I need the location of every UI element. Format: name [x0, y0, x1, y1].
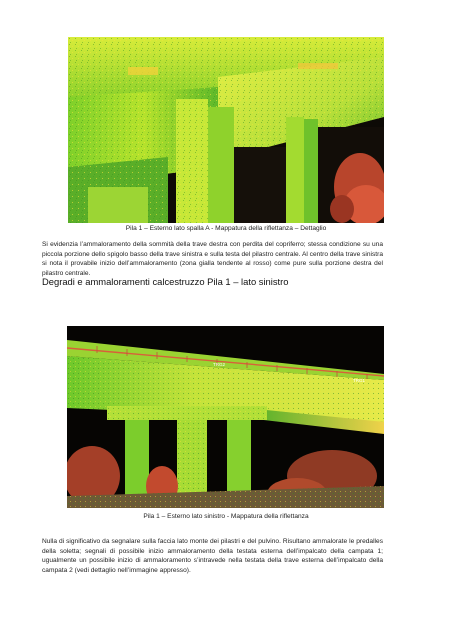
- reflectance-map-detail-image: [68, 37, 384, 223]
- trg1-label: TRG1: [353, 378, 366, 383]
- section-heading: Degradi e ammaloramenti calcestruzzo Pila 1 – lato sinistro: [42, 276, 289, 287]
- paragraph-1: Si evidenzia l’ammaloramento della sommità della trave destra con perdita del copriferro; stessa condizione su una piccola porzione dello spigolo basso della trave sinistra e sulla testa del pilastro centrale. Al centro della trave sinistra si nota il provabile inizio dell’ammaloramento (zona gialla tendente al rosso) come pure sulla porzione destra del pilastro centrale.: [42, 241, 383, 277]
- paragraph-2: Nulla di significativo da segnalare sulla faccia lato monte dei pilastri e del pulvino. Risultano ammalorate le predalles della soletta; segnali di possibile inizio ammaloramento della testata esterna dell’impalcato della campata 1; ugualmente un possibile inizio di ammaloramento s’intravede nella testata della trave esterna dell’impalcato della campata 2 (vedi dettaglio nell’immagine appresso).: [42, 538, 383, 574]
- reflectance-map-left-side-image: [67, 326, 384, 508]
- trg2-label: TRG2: [213, 362, 226, 367]
- figure1-caption: Pila 1 – Esterno lato spalla A - Mappatura della riflettanza – Dettaglio: [125, 225, 327, 232]
- figure2-caption: Pila 1 – Esterno lato sinistro - Mappatura della riflettanza: [143, 513, 309, 520]
